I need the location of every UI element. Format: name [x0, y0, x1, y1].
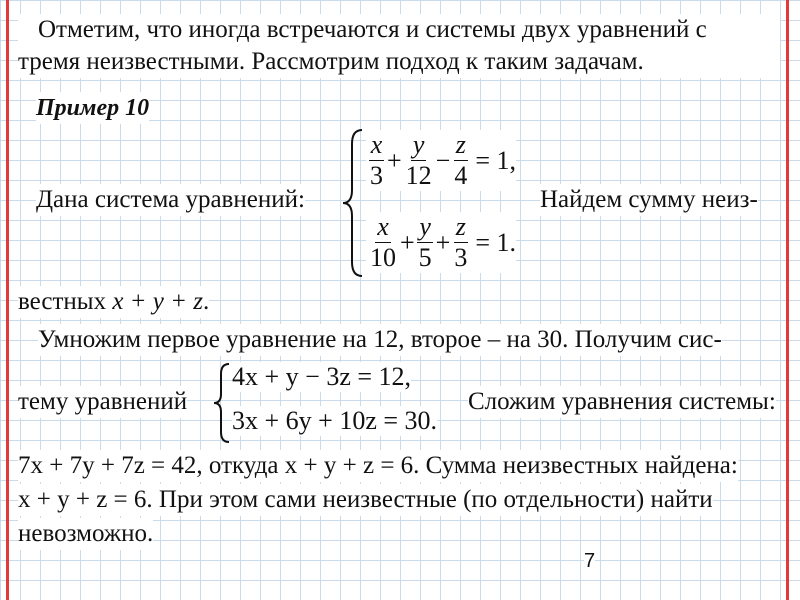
left-margin-line	[6, 0, 9, 600]
system1-eq2: $\frac{x}{10}$ + $\frac{y}{5}$ + $\frac{z}{3}$ = 1.	[366, 212, 516, 273]
fraction-y-over-12: $\frac{y}{12}$	[405, 130, 432, 190]
fraction-y-over-5: $\frac{y}{5}$	[418, 212, 432, 272]
system1-eq1: $\frac{x}{3}$ + $\frac{y}{12}$ − $\frac{z}{4}$ = 1,	[366, 130, 516, 191]
system2-right-text: Сложим уравнения системы:	[468, 386, 776, 418]
fraction-x-over-10: $\frac{x}{10}$	[370, 212, 396, 272]
intro-line-1-text: Отметим, что иногда встречаются и системы двух уравнений с	[38, 16, 707, 43]
intro-paragraph	[18, 14, 780, 78]
system1-label: Дана система уравнений:	[36, 184, 305, 216]
sum-line: вестных x + y + z.	[18, 286, 209, 318]
conclusion-line-1: 7x + 7y + 7z = 42, откуда x + y + z = 6. Сумма неизвестных найдена:	[18, 450, 738, 482]
conclusion-line-3: невозможно.	[18, 518, 153, 550]
system2-brace	[212, 362, 232, 444]
conclusion-line-2: x + y + z = 6. При этом сами неизвестные (по отдельности) найти	[18, 484, 713, 516]
system2-label: тему уравнений	[18, 386, 187, 418]
fraction-z-over-3: $\frac{z}{3}$	[454, 212, 468, 272]
intro-line-1	[18, 14, 780, 46]
page-number: 7	[584, 550, 596, 572]
system2-eq1: 4x + y − 3z = 12,	[232, 362, 412, 391]
system1-brace	[340, 128, 366, 278]
system2-eq2: 3x + 6y + 10z = 30.	[232, 406, 438, 435]
multiply-line: Умножим первое уравнение на 12, второе – на 30. Получим сис-	[38, 324, 722, 356]
right-margin-line	[786, 0, 789, 600]
example-title: Пример 10	[36, 92, 149, 124]
intro-line-2: тремя неизвестными. Рассмотрим подход к таким задачам.	[18, 48, 644, 75]
fraction-z-over-4: $\frac{z}{4}$	[454, 130, 468, 190]
fraction-x-over-3: $\frac{x}{3}$	[370, 130, 383, 190]
system1-right-text: Найдем сумму неиз-	[540, 184, 758, 216]
